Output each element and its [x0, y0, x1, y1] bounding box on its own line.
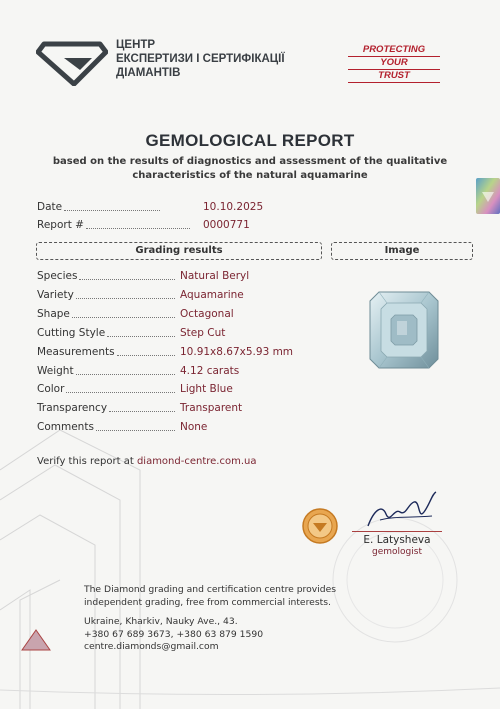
footer-line-2: independent grading, free from commercial interests.: [84, 596, 331, 608]
grading-row-label: Species: [37, 270, 78, 282]
grading-results-header: Grading results: [36, 242, 322, 260]
date-value: 10.10.2025: [203, 201, 264, 213]
date-field: [37, 201, 337, 213]
dot-leader: [86, 219, 190, 229]
diamond-centre-logo: [36, 38, 108, 86]
handwritten-signature: [360, 490, 440, 532]
hologram-sticker: [476, 178, 500, 214]
dot-leader: [72, 308, 175, 318]
dot-leader: [109, 402, 175, 412]
grading-row-label: Color: [37, 383, 65, 396]
org-line-1: ЦЕНТР: [116, 39, 156, 51]
grading-row-value: Aquamarine: [180, 288, 244, 301]
grading-row: [37, 308, 337, 320]
grading-row-label: Measurements: [37, 345, 115, 358]
dot-leader: [76, 365, 175, 375]
signer-role: gemologist: [372, 547, 422, 557]
grading-row: [37, 365, 337, 377]
dot-leader: [79, 270, 175, 280]
footer-phones: +380 67 689 3673, +380 63 879 1590: [84, 628, 264, 640]
org-line-2: ЕКСПЕРТИЗИ І СЕРТИФІКАЦІЇ: [116, 53, 285, 65]
centre-seal: [302, 508, 338, 544]
grading-row-value: 4.12 carats: [180, 364, 240, 377]
subtitle-line-2: characteristics of the natural aquamarine: [132, 170, 368, 181]
date-label: Date: [37, 201, 63, 213]
signer-name: E. Latysheva: [352, 531, 442, 546]
dot-leader: [64, 201, 160, 211]
report-title: GEMOLOGICAL REPORT: [145, 131, 355, 150]
verify-url[interactable]: diamond-centre.com.ua: [136, 456, 257, 467]
aquamarine-gem-image: [369, 291, 439, 369]
dot-leader: [117, 346, 175, 356]
footer-spacer: [84, 609, 336, 616]
grading-row-value: Octagonal: [180, 307, 234, 320]
grading-row: [37, 421, 337, 433]
grading-row: [37, 402, 337, 414]
grading-row: [37, 383, 337, 395]
grading-row-value: None: [180, 421, 208, 434]
tagline-line-1: PROTECTING: [348, 44, 440, 57]
grading-row-label: Variety: [37, 288, 74, 301]
subtitle-line-1: based on the results of diagnostics and assessment of the qualitative: [52, 156, 448, 167]
grading-row-value: Light Blue: [180, 383, 233, 396]
grading-row-label: Cutting Style: [37, 326, 106, 339]
dot-leader: [66, 383, 175, 393]
grading-row-value: Transparent: [180, 402, 243, 415]
tagline: [348, 44, 440, 83]
grading-row-label: Weight: [37, 364, 74, 377]
image-header: Image: [331, 242, 473, 260]
org-line-3: ДІАМАНТІВ: [116, 67, 181, 79]
report-number-value: 0000771: [203, 219, 250, 231]
footer-info: [84, 584, 336, 654]
footer-line-1: The Diamond grading and certification centre provides: [84, 584, 337, 595]
grading-row-label: Comments: [37, 421, 94, 434]
grading-row-value: Natural Beryl: [180, 270, 250, 282]
organization-name: [116, 38, 285, 80]
grading-row-value: Step Cut: [180, 326, 226, 339]
grading-row: [37, 289, 337, 301]
grading-row-label: Transparency: [37, 402, 108, 415]
dot-leader: [107, 327, 175, 337]
report-number-field: [37, 219, 337, 231]
grading-row-value: 10.91x8.67x5.93 mm: [180, 345, 294, 358]
report-number-label: Report #: [37, 219, 84, 231]
footer-address: Ukraine, Kharkiv, Nauky Ave., 43.: [84, 616, 238, 627]
grading-row-label: Shape: [37, 307, 70, 320]
tagline-line-2: YOUR: [348, 57, 440, 70]
grading-row: [37, 270, 337, 282]
grading-row: [37, 327, 337, 339]
report-subtitle: [20, 155, 480, 183]
dot-leader: [76, 289, 175, 299]
grading-row: [37, 346, 337, 358]
verify-line: [37, 456, 256, 467]
verify-text: Verify this report at: [37, 456, 134, 467]
tagline-line-3: TRUST: [348, 70, 440, 83]
footer-email[interactable]: centre.diamonds@gmail.com: [84, 641, 219, 652]
dot-leader: [96, 421, 175, 431]
